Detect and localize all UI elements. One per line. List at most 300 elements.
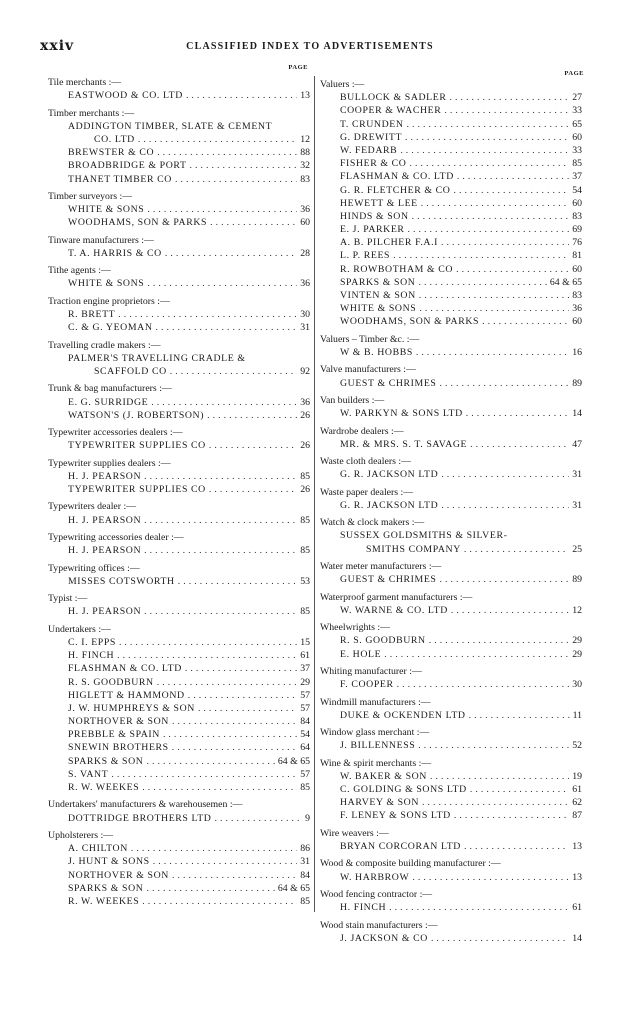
advertiser-name: S. VANT <box>68 768 109 780</box>
index-entry <box>48 216 310 229</box>
advertiser-name: G. DREWITT <box>340 131 403 143</box>
category-heading: Water meter manufacturers :— <box>320 561 442 572</box>
index-entry <box>48 781 310 794</box>
advertiser-name: C. & G. YEOMAN <box>68 322 153 334</box>
advertiser-name: PALMER'S TRAVELLING CRADLE & <box>68 352 246 364</box>
index-entry <box>320 346 582 359</box>
leader-dots <box>119 636 297 649</box>
category-heading: Windmill manufacturers :— <box>320 696 431 708</box>
advertiser-name: SCAFFOLD CO <box>94 365 167 377</box>
advertiser-name: COOPER & WACHER <box>340 105 442 117</box>
leader-dots <box>172 715 297 728</box>
index-entry <box>320 236 582 249</box>
page-reference: 61 <box>572 902 582 914</box>
index-entry <box>48 159 310 172</box>
index-entry <box>48 514 310 527</box>
page-reference: 69 <box>572 224 582 236</box>
index-entry <box>48 133 310 146</box>
leader-dots <box>439 573 569 586</box>
page-reference: 30 <box>300 309 310 321</box>
leader-dots <box>144 514 297 527</box>
index-entry <box>320 197 582 210</box>
advertiser-name: FLASHMAN & CO. LTD <box>68 663 182 675</box>
page-reference: 60 <box>572 131 582 143</box>
advertiser-name: FLASHMAN & CO. LTD <box>340 171 454 183</box>
index-entry <box>320 468 582 481</box>
leader-dots <box>384 648 569 661</box>
leader-dots <box>389 901 569 914</box>
advertiser-name: SMITHS COMPANY <box>366 543 461 555</box>
category-heading: Valve manufacturers :— <box>320 364 416 376</box>
category-heading: Valuers :— <box>320 79 365 90</box>
advertiser-name: SPARKS & SON <box>68 882 144 894</box>
page-reference: 15 <box>300 636 310 648</box>
page-reference: 13 <box>300 90 310 102</box>
index-entry <box>320 901 582 914</box>
index-entry <box>320 932 582 945</box>
advertiser-name: J. HUNT & SONS <box>68 856 150 868</box>
index-entry <box>48 277 310 290</box>
category-heading: Upholsterers :— <box>48 830 114 841</box>
page-reference: 36 <box>572 303 582 315</box>
advertiser-name: THANET TIMBER CO <box>68 173 172 185</box>
index-entry <box>320 438 582 451</box>
index-entry <box>48 728 310 741</box>
advertiser-name: L. P. REES <box>340 250 391 262</box>
page-reference: 26 <box>300 409 310 421</box>
leader-dots <box>138 133 297 146</box>
page-reference: 85 <box>300 514 310 526</box>
page-reference: 64 & 65 <box>277 755 310 767</box>
advertiser-name: E. HOLE <box>340 648 382 660</box>
advertiser-name: GUEST & CHRIMES <box>340 377 437 389</box>
category-heading: Typewriters dealer :— <box>48 501 136 513</box>
index-entry <box>320 210 582 223</box>
page-reference: 87 <box>572 810 582 822</box>
leader-dots <box>146 882 274 895</box>
category-heading: Travelling cradle makers :— <box>48 339 161 351</box>
advertiser-name: H. J. PEARSON <box>68 470 142 482</box>
index-entry <box>320 573 582 586</box>
index-entry <box>320 315 582 328</box>
advertiser-name: R. W. WEEKES <box>68 895 140 907</box>
leader-dots <box>431 932 569 945</box>
index-entry <box>48 352 310 365</box>
leader-dots <box>454 809 569 822</box>
advertiser-name: R. W. WEEKES <box>68 782 140 794</box>
index-entry <box>320 104 582 117</box>
advertiser-name: NORTHOVER & SON <box>68 716 169 728</box>
advertiser-name: T. A. HARRIS & CO <box>68 247 162 259</box>
page-reference: 31 <box>300 322 310 334</box>
page-reference: 16 <box>572 346 582 358</box>
leader-dots <box>429 634 570 647</box>
page-reference: 86 <box>300 843 310 855</box>
advertiser-name: WOODHAMS, SON & PARKS <box>68 217 208 229</box>
category-heading: Undertakers :— <box>48 623 111 635</box>
page-reference: 29 <box>300 676 310 688</box>
index-entry <box>320 377 582 390</box>
advertiser-name: H. FINCH <box>340 902 387 914</box>
leader-dots <box>408 223 570 236</box>
page-reference: 52 <box>572 740 582 752</box>
advertiser-name: W. HARBROW <box>340 871 410 883</box>
category-heading: Wood fencing contractor :— <box>320 888 433 900</box>
advertiser-name: WOODHAMS, SON & PARKS <box>340 316 480 328</box>
page-reference: 29 <box>572 648 582 660</box>
index-entry <box>320 249 582 262</box>
advertiser-name: F. LENEY & SONS LTD <box>340 810 451 822</box>
advertiser-name: R. ROWBOTHAM & CO <box>340 263 454 275</box>
leader-dots <box>147 203 297 216</box>
page-reference: 54 <box>572 184 582 196</box>
advertiser-name: EASTWOOD & CO. LTD <box>68 90 183 102</box>
page-column-label: PAGE <box>564 70 584 77</box>
advertiser-name: R. S. GOODBURN <box>340 635 426 647</box>
advertiser-name: HEWETT & LEE <box>340 197 418 209</box>
advertiser-name: W & B. HOBBS <box>340 346 413 358</box>
index-entry <box>48 895 310 908</box>
advertiser-name: WHITE & SONS <box>340 303 417 315</box>
index-entry <box>48 702 310 715</box>
index-entry <box>48 869 310 882</box>
leader-dots <box>142 895 297 908</box>
page-reference: 57 <box>300 702 310 714</box>
page-reference: 61 <box>572 784 582 796</box>
page-reference: 89 <box>572 574 582 586</box>
page-reference: 26 <box>300 440 310 452</box>
advertiser-name: BRYAN CORCORAN LTD <box>340 841 461 852</box>
advertiser-name: DUKE & OCKENDEN LTD <box>340 709 466 721</box>
category-heading: Trunk & bag manufacturers :— <box>48 383 172 395</box>
page-reference: 60 <box>572 263 582 275</box>
leader-dots <box>439 377 569 390</box>
leader-dots <box>165 247 297 260</box>
advertiser-name: E. G. SURRIDGE <box>68 396 149 408</box>
leader-dots <box>153 855 297 868</box>
leader-dots <box>449 91 569 104</box>
leader-dots <box>190 159 298 172</box>
leader-dots <box>464 840 569 853</box>
advertiser-name: W. PARKYN & SONS LTD <box>340 408 463 420</box>
advertiser-name: SPARKS & SON <box>68 755 144 767</box>
category-heading: Whiting manufacturer :— <box>320 665 422 677</box>
leader-dots <box>421 197 569 210</box>
advertiser-name: ADDINGTON TIMBER, SLATE & CEMENT <box>68 120 273 132</box>
index-entry <box>48 173 310 186</box>
page-reference: 33 <box>572 144 582 156</box>
index-entry <box>320 604 582 617</box>
index-entry <box>48 741 310 754</box>
leader-dots <box>178 575 297 588</box>
category-heading: Wine & spirit merchants :— <box>320 757 432 769</box>
column-divider <box>314 76 315 912</box>
index-entry <box>320 783 582 796</box>
advertiser-name: PREBBLE & SPAIN <box>68 729 160 741</box>
advertiser-name: R. S. GOODBURN <box>68 676 154 688</box>
page-reference: 64 & 65 <box>549 276 582 288</box>
category-heading: Typist :— <box>48 593 88 605</box>
leader-dots <box>418 739 569 752</box>
index-entry <box>320 648 582 661</box>
index-entry <box>320 289 582 302</box>
leader-dots <box>147 277 297 290</box>
page-reference: 85 <box>300 782 310 794</box>
leader-dots <box>400 144 569 157</box>
leader-dots <box>412 210 570 223</box>
index-entry <box>48 575 310 588</box>
leader-dots <box>151 396 297 409</box>
leader-dots <box>444 104 569 117</box>
category-heading: Wood stain manufacturers :— <box>320 919 438 931</box>
index-entry <box>320 118 582 131</box>
page-reference: 36 <box>300 204 310 216</box>
leader-dots <box>144 605 297 618</box>
page-reference: 32 <box>300 160 310 172</box>
index-entry <box>48 120 310 133</box>
advertiser-name: CO. LTD <box>94 133 135 145</box>
leader-dots <box>188 689 298 702</box>
advertiser-name: W. WARNE & CO. LTD <box>340 604 448 616</box>
leader-dots <box>430 770 569 783</box>
index-entry <box>48 755 310 768</box>
page-reference: 14 <box>572 932 582 944</box>
page-reference: 62 <box>572 797 582 809</box>
page-number: xxiv <box>40 38 75 54</box>
advertiser-name: A. B. PILCHER F.A.I <box>340 237 438 249</box>
page-reference: 85 <box>300 895 310 907</box>
advertiser-name: HINDS & SON <box>340 210 409 222</box>
index-entry <box>320 634 582 647</box>
index-entry <box>48 544 310 557</box>
index-entry <box>320 131 582 144</box>
index-entry <box>48 662 310 675</box>
category-heading: Tile merchants :— <box>48 77 122 88</box>
leader-dots <box>118 308 297 321</box>
index-entry <box>320 499 582 512</box>
page-reference: 85 <box>300 470 310 482</box>
page-reference: 11 <box>572 709 582 721</box>
leader-dots <box>209 439 297 452</box>
page-reference: 83 <box>572 290 582 302</box>
index-entry <box>48 605 310 618</box>
leader-dots <box>466 407 569 420</box>
advertiser-name: J. BILLENNESS <box>340 740 416 752</box>
page-column-label: PAGE <box>288 64 308 71</box>
leader-dots <box>482 315 569 328</box>
leader-dots <box>422 796 569 809</box>
category-heading: Traction engine proprietors :— <box>48 295 170 307</box>
category-heading: Typewriter supplies dealers :— <box>48 457 171 469</box>
leader-dots <box>470 783 569 796</box>
index-entry <box>48 676 310 689</box>
leader-dots <box>416 346 569 359</box>
leader-dots <box>412 871 569 884</box>
leader-dots <box>156 321 298 334</box>
index-entry <box>320 144 582 157</box>
leader-dots <box>209 483 297 496</box>
index-entry <box>320 796 582 809</box>
category-heading: Typewriting accessories dealer :— <box>48 532 184 544</box>
category-heading: Tithe agents :— <box>48 265 111 277</box>
leader-dots <box>457 170 569 183</box>
leader-dots <box>451 604 569 617</box>
page-reference: 85 <box>572 158 582 170</box>
index-entry <box>320 184 582 197</box>
index-entry <box>48 882 310 895</box>
page-reference: 33 <box>572 105 582 117</box>
advertiser-name: BULLOCK & SADLER <box>340 92 447 104</box>
right-column-entries <box>320 78 582 945</box>
leader-dots <box>117 649 297 662</box>
page-reference: 36 <box>300 278 310 290</box>
advertiser-name: W. BAKER & SON <box>340 770 427 782</box>
advertiser-name: TYPEWRITER SUPPLIES CO <box>68 440 206 452</box>
advertiser-name: H. J. PEARSON <box>68 606 142 618</box>
leader-dots <box>405 131 569 144</box>
leader-dots <box>207 409 297 422</box>
index-entry <box>48 247 310 260</box>
category-heading: Timber merchants :— <box>48 107 135 119</box>
index-entry <box>48 146 310 159</box>
index-entry <box>48 470 310 483</box>
page-reference: 31 <box>572 469 582 481</box>
index-entry <box>320 302 582 315</box>
page-reference: 53 <box>300 575 310 587</box>
index-entry <box>48 649 310 662</box>
index-entry <box>320 276 582 289</box>
leader-dots <box>198 702 297 715</box>
leader-dots <box>175 173 297 186</box>
leader-dots <box>172 741 297 754</box>
index-entry <box>48 768 310 781</box>
index-entry <box>320 770 582 783</box>
page-reference: 85 <box>300 545 310 557</box>
category-heading: Valuers – Timber &c. :— <box>320 333 420 345</box>
page-reference: 54 <box>300 729 310 741</box>
leader-dots <box>157 146 297 159</box>
index-entry <box>320 840 582 853</box>
leader-dots <box>469 709 570 722</box>
leader-dots <box>142 781 297 794</box>
page-reference: 37 <box>300 663 310 675</box>
leader-dots <box>185 662 297 675</box>
advertiser-name: G. R. JACKSON LTD <box>340 499 439 511</box>
index-entry <box>48 715 310 728</box>
index-entry <box>48 842 310 855</box>
leader-dots <box>441 499 569 512</box>
index-entry <box>320 739 582 752</box>
advertiser-name: C. GOLDING & SONS LTD <box>340 784 467 796</box>
page-reference: 37 <box>572 171 582 183</box>
advertiser-name: SUSSEX GOLDSMITHS & SILVER- <box>340 530 508 542</box>
advertiser-name: HIGLETT & HAMMOND <box>68 689 185 701</box>
page-reference: 57 <box>300 689 310 701</box>
leader-dots <box>144 470 297 483</box>
page-reference: 76 <box>572 237 582 249</box>
category-heading: Wardrobe dealers :— <box>320 425 404 437</box>
advertiser-name: R. BRETT <box>68 309 116 321</box>
page-header <box>30 38 590 58</box>
category-heading: Timber surveyors :— <box>48 190 133 202</box>
advertiser-name: T. CRUNDEN <box>340 118 404 130</box>
advertiser-name: E. J. PARKER <box>340 224 405 236</box>
leader-dots <box>419 289 569 302</box>
leader-dots <box>210 216 297 229</box>
index-entry <box>48 483 310 496</box>
advertiser-name: F. COOPER <box>340 679 394 691</box>
page-reference: 89 <box>572 377 582 389</box>
index-entry <box>48 396 310 409</box>
page-reference: 13 <box>572 871 582 883</box>
page-reference: 64 & 65 <box>277 882 310 894</box>
advertiser-name: C. I. EPPS <box>68 636 116 648</box>
category-heading: Typewriting offices :— <box>48 562 140 574</box>
index-entry <box>320 157 582 170</box>
index-entry <box>48 321 310 334</box>
leader-dots <box>470 438 569 451</box>
leader-dots <box>397 678 570 691</box>
advertiser-name: MR. & MRS. S. T. SAVAGE <box>340 438 468 450</box>
advertiser-name: WHITE & SONS <box>68 278 145 290</box>
advertiser-name: NORTHOVER & SON <box>68 869 169 881</box>
index-entry <box>48 636 310 649</box>
advertiser-name: G. R. JACKSON LTD <box>340 469 439 481</box>
leader-dots <box>157 676 298 689</box>
page-reference: 31 <box>572 499 582 511</box>
page-reference: 85 <box>300 606 310 618</box>
page-reference: 31 <box>300 856 310 868</box>
page-reference: 64 <box>300 742 310 754</box>
page-reference: 9 <box>305 812 310 824</box>
left-column-entries <box>48 76 310 908</box>
advertiser-name: SPARKS & SON <box>340 276 416 288</box>
page-reference: 60 <box>572 316 582 328</box>
leader-dots <box>393 249 569 262</box>
advertiser-name: H. J. PEARSON <box>68 514 142 526</box>
page-reference: 27 <box>572 92 582 104</box>
page-reference: 29 <box>572 635 582 647</box>
index-entry <box>320 170 582 183</box>
page-reference: 83 <box>572 210 582 222</box>
page-reference: 47 <box>572 438 582 450</box>
leader-dots <box>409 157 569 170</box>
category-heading: Undertakers' manufacturers & warehousemen :— <box>48 799 243 811</box>
index-entry <box>320 91 582 104</box>
page-title: CLASSIFIED INDEX TO ADVERTISEMENTS <box>186 41 434 52</box>
index-entry <box>320 263 582 276</box>
index-entry <box>320 529 582 542</box>
leader-dots <box>172 869 297 882</box>
index-entry <box>48 203 310 216</box>
index-entry <box>48 439 310 452</box>
leader-dots <box>146 755 274 768</box>
advertiser-name: J. W. HUMPHREYS & SON <box>68 702 195 714</box>
page-reference: 12 <box>300 133 310 145</box>
leader-dots <box>131 842 297 855</box>
advertiser-name: W. FEDARB <box>340 144 398 156</box>
page-reference: 28 <box>300 247 310 259</box>
page-reference: 81 <box>572 250 582 262</box>
page-reference: 19 <box>572 770 582 782</box>
index-entry <box>48 308 310 321</box>
page-reference: 12 <box>572 604 582 616</box>
page-reference: 25 <box>572 543 582 555</box>
advertiser-name: SNEWIN BROTHERS <box>68 742 169 754</box>
advertiser-name: A. CHILTON <box>68 843 128 855</box>
advertiser-name: J. JACKSON & CO <box>340 932 428 944</box>
advertiser-name: BREWSTER & CO <box>68 147 155 159</box>
